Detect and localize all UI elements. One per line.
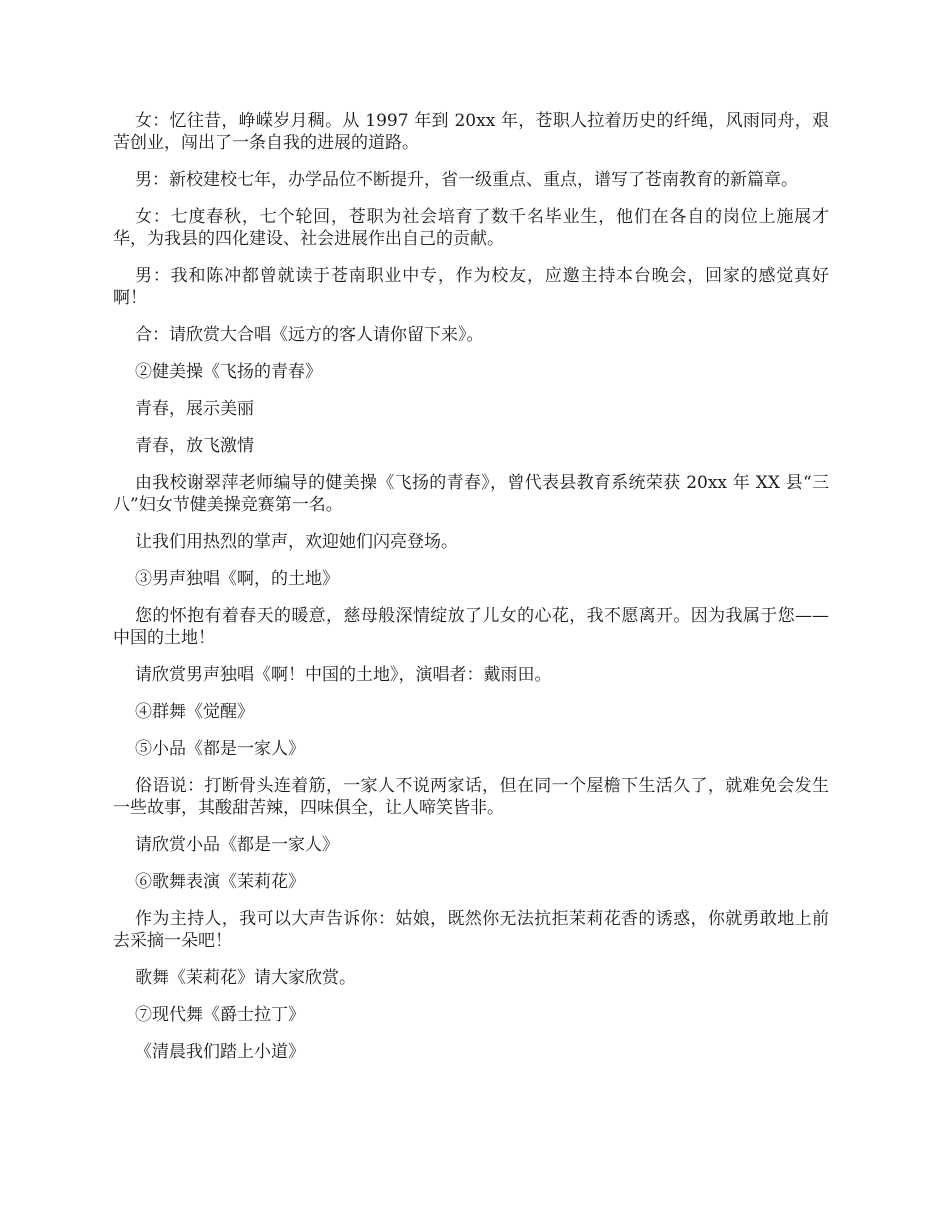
paragraph: 歌舞《茉莉花》请大家欣赏。	[135, 968, 356, 988]
paragraph: 合：请欣赏大合唱《远方的客人请你留下来》。	[135, 325, 484, 345]
paragraph: 女：忆往昔，峥嵘岁月稠。从 1997 年到 20xx 年，苍职人拉着历史的纤绳，风雨同舟，艰苦创业，闯出了一条自我的进展的道路。	[113, 111, 829, 153]
paragraph: 男：新校建校七年，办学品位不断提升，省一级重点、重点，谱写了苍南教育的新篇章。	[135, 170, 798, 190]
program-item-heading: ④群舞《觉醒》	[135, 702, 254, 722]
paragraph: 青春，展示美丽	[135, 399, 254, 419]
paragraph: 让我们用热烈的掌声，欢迎她们闪亮登场。	[135, 532, 458, 552]
document-body	[113, 110, 829, 1078]
paragraph: 《清晨我们踏上小道》	[135, 1042, 305, 1062]
program-item-heading: ③男声独唱《啊，的土地》	[135, 569, 339, 589]
program-item-heading: ⑤小品《都是一家人》	[135, 739, 305, 759]
program-item-heading: ②健美操《飞扬的青春》	[135, 362, 322, 382]
paragraph: 请欣赏小品《都是一家人》	[135, 835, 339, 855]
paragraph: 俗语说：打断骨头连着筋，一家人不说两家话，但在同一个屋檐下生活久了，就难免会发生一些故事，其酸甜苦辣，四味俱全，让人啼笑皆非。	[113, 776, 829, 818]
paragraph: 作为主持人，我可以大声告诉你：姑娘，既然你无法抗拒茉莉花香的诱惑，你就勇敢地上前去采摘一朵吧！	[113, 909, 829, 951]
paragraph: 由我校谢翠萍老师编导的健美操《飞扬的青春》，曾代表县教育系统荣获 20xx 年 XX 县“三八”妇女节健美操竞赛第一名。	[113, 473, 829, 515]
paragraph: 男：我和陈冲都曾就读于苍南职业中专，作为校友，应邀主持本台晚会，回家的感觉真好啊！	[113, 266, 829, 308]
program-item-heading: ⑦现代舞《爵士拉丁》	[135, 1005, 305, 1025]
paragraph: 请欣赏男声独唱《啊！中国的土地》，演唱者：戴雨田。	[135, 665, 552, 685]
program-item-heading: ⑥歌舞表演《茉莉花》	[135, 872, 305, 892]
paragraph: 青春，放飞激情	[135, 436, 254, 456]
paragraph: 您的怀抱有着春天的暖意，慈母般深情绽放了儿女的心花，我不愿离开。因为我属于您——中国的土地！	[113, 606, 829, 648]
paragraph: 女：七度春秋，七个轮回，苍职为社会培育了数千名毕业生，他们在各自的岗位上施展才华，为我县的四化建设、社会进展作出自己的贡献。	[113, 207, 829, 249]
